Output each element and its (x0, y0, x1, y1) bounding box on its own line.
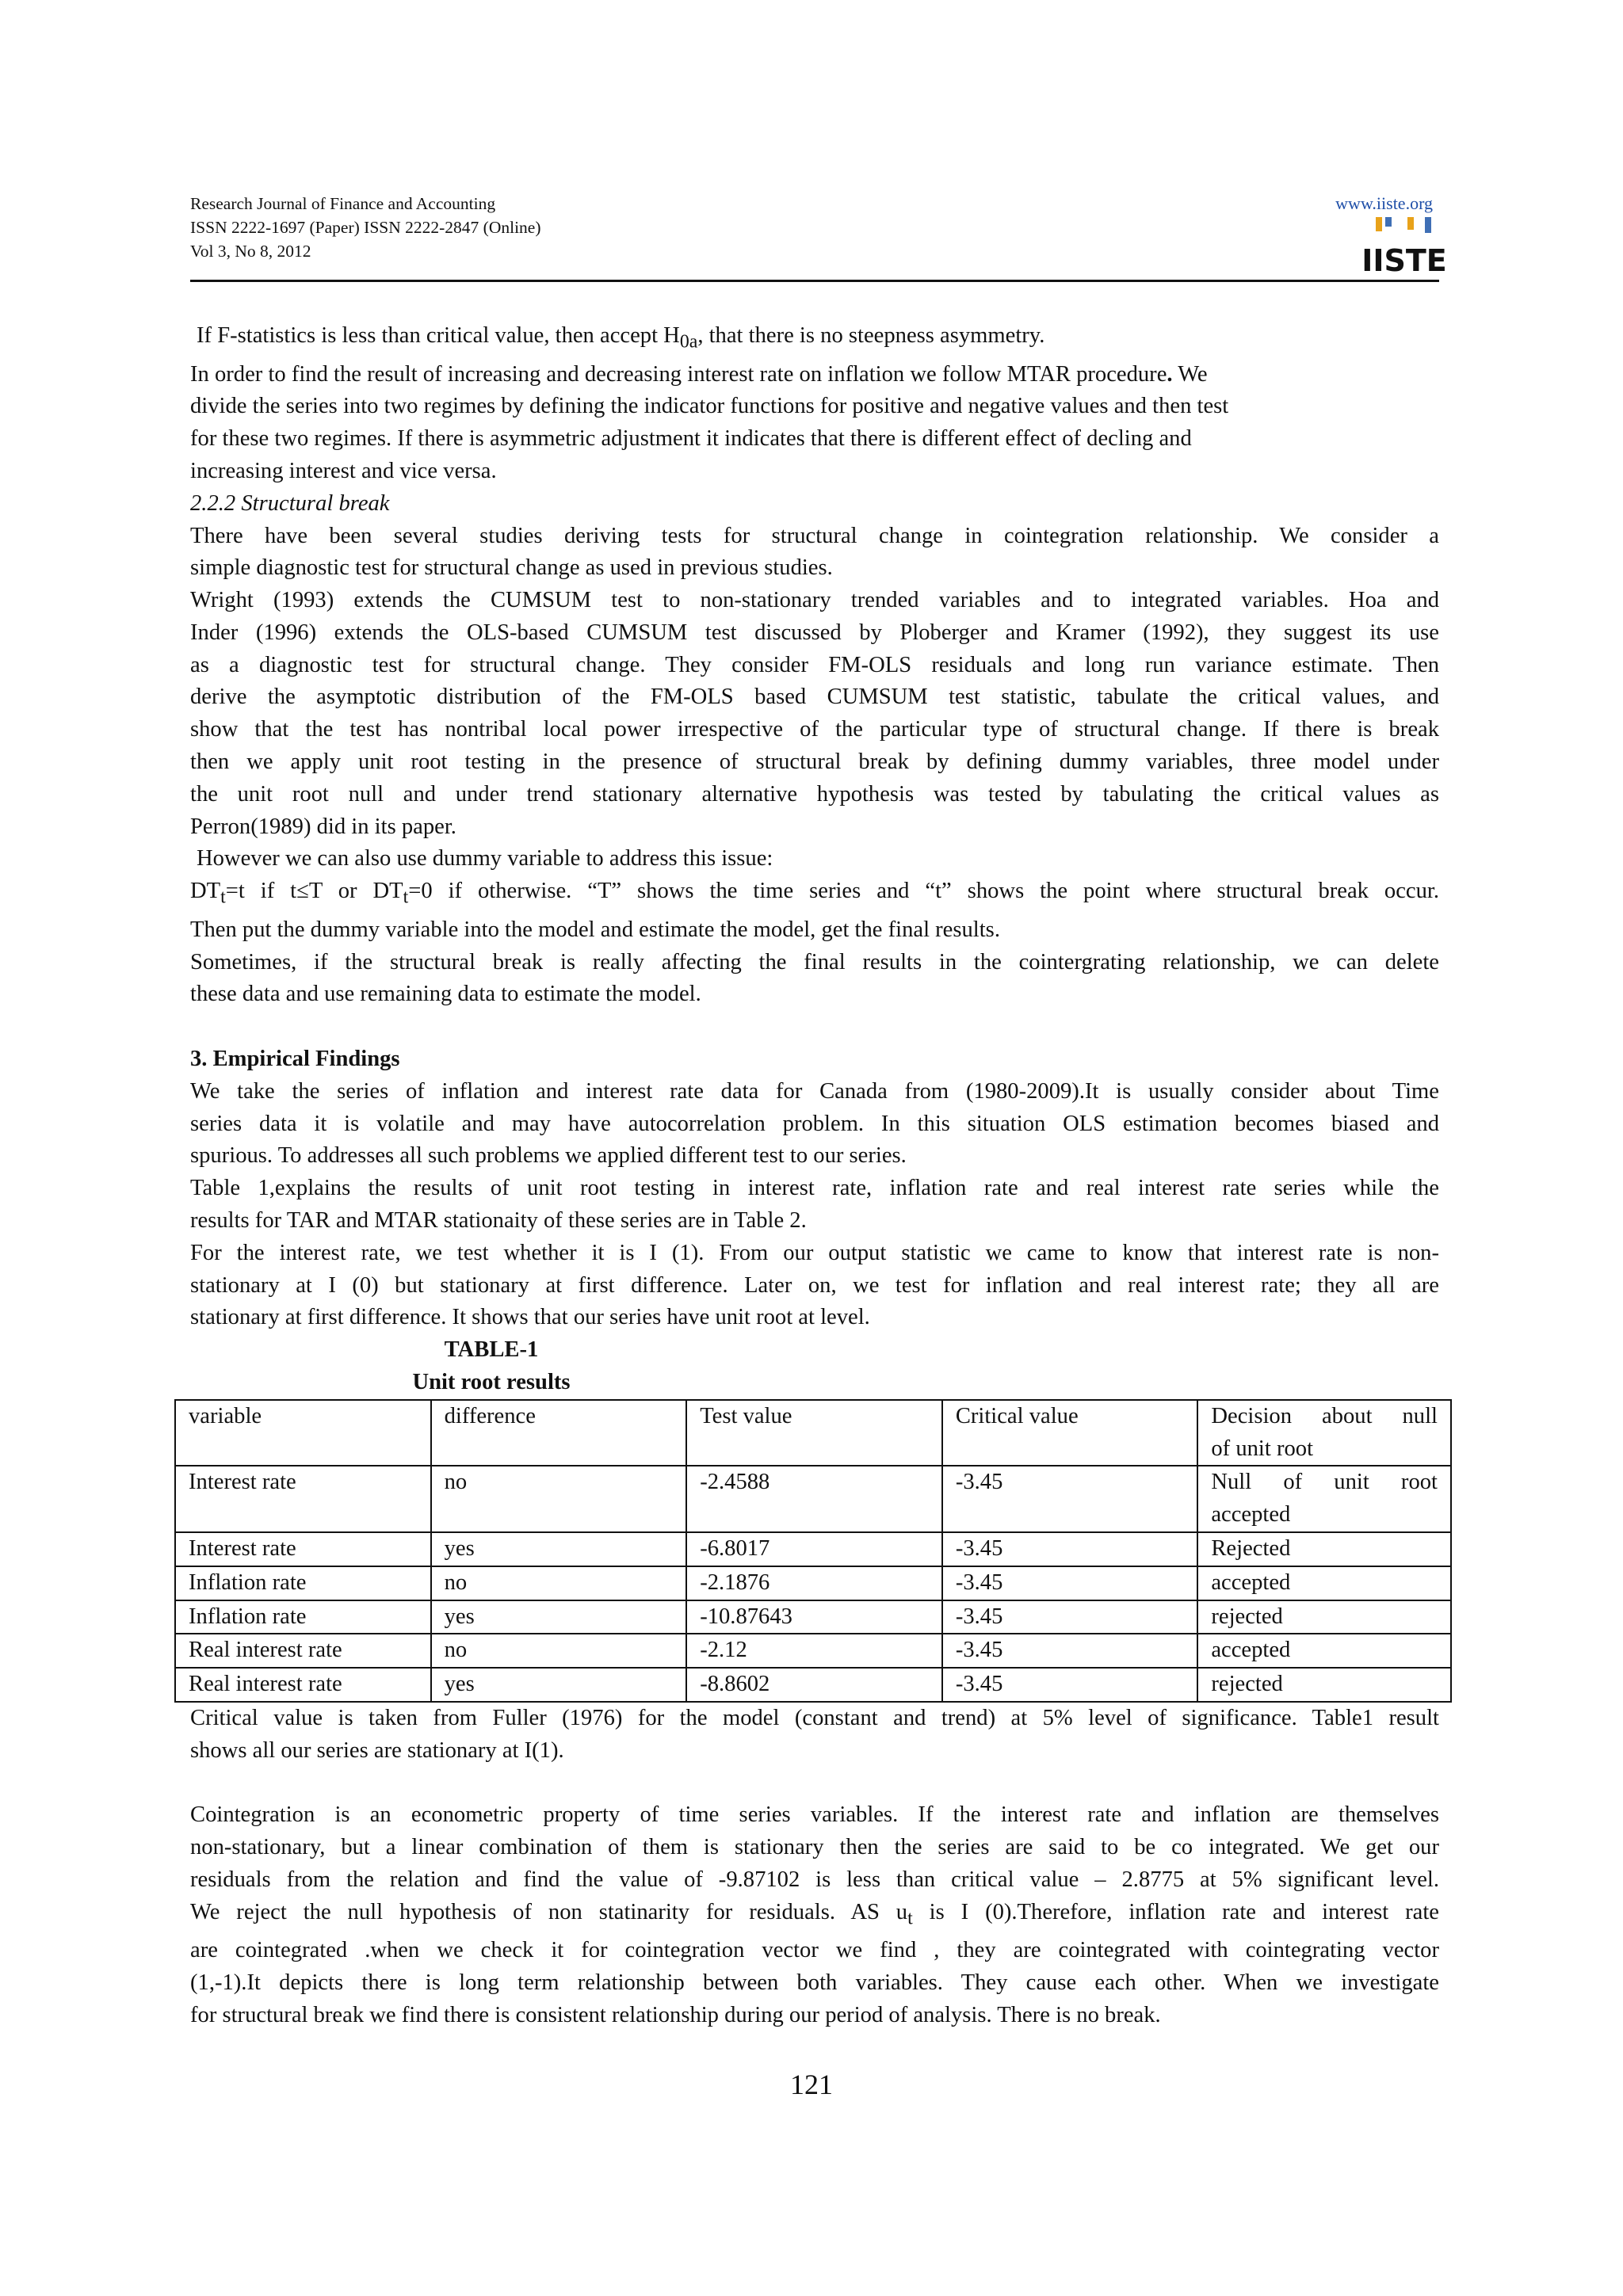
table-header-cell: Test value (686, 1400, 942, 1466)
table-cell: yes (431, 1532, 687, 1566)
table-cell: -6.8017 (686, 1532, 942, 1566)
journal-volume: Vol 3, No 8, 2012 (190, 242, 311, 261)
paragraph-dummy-variable: However we can also use dummy variable to address this issue: (197, 846, 773, 871)
table-row (175, 1668, 1451, 1702)
paragraph-table-intro: Table 1,explains the results of unit root testing in interest rate, inflation rate and real interest rate series while the results for TAR and MTAR stationaity of these series are in Table 2. (190, 1176, 1439, 1233)
table-cell: -8.8602 (686, 1668, 942, 1702)
table-cell: Rejected (1197, 1532, 1451, 1566)
table-header-cell: Decision about null of unit root (1197, 1400, 1451, 1466)
paragraph-cumsum: Wright (1993) extends the CUMSUM test to non-stationary trended variables and to integrated variables. Hoa and Inder (1996) extends the OLS-based CUMSUM test discussed by Ploberger and Kramer (1992), they suggest its use as a diagnostic test for structural change. They consider FM-OLS residuals and long run variance estimate. Then derive the asymptotic distribution of the FM-OLS based CUMSUM test statistic, tabulate the critical values, and show that the test has nontribal local power irrespective of the particular type of structural change. If there is break then we apply unit root testing in the presence of structural break by defining dummy variables, three model under the unit root null and under trend stationary alternative hypothesis was tested by tabulating the critical values as Perron(1989) did in its paper. (190, 588, 1439, 839)
table-header-cell: variable (175, 1400, 431, 1466)
table-cell: no (431, 1566, 687, 1600)
table-cell: -3.45 (942, 1600, 1198, 1634)
table-header-cell: Critical value (942, 1400, 1198, 1466)
table-header-row (175, 1400, 1451, 1466)
logo-text: IISTE (1361, 243, 1447, 278)
table-cell: -3.45 (942, 1668, 1198, 1702)
table-cell: -2.1876 (686, 1566, 942, 1600)
table-cell: yes (431, 1668, 687, 1702)
table-cell: accepted (1197, 1634, 1451, 1668)
unit-root-results-table (174, 1399, 1452, 1703)
table-row (175, 1600, 1451, 1634)
section-heading-structural-break: 2.2.2 Structural break (190, 490, 390, 516)
header-divider (190, 280, 1439, 282)
page-number: 121 (790, 2069, 833, 2100)
page-body (190, 320, 1439, 2032)
paragraph-critical-value-note: Critical value is taken from Fuller (1976) for the model (constant and trend) at 5% level of significance. Table1 result shows all our series are stationary at I(1). (190, 1705, 1439, 1763)
table-cell: accepted (1197, 1566, 1451, 1600)
table-row (175, 1634, 1451, 1668)
table-cell: -3.45 (942, 1634, 1198, 1668)
journal-url-link[interactable]: www.iiste.org (1335, 193, 1433, 213)
table-cell: Inflation rate (175, 1566, 431, 1600)
paragraph-delete-data: Sometimes, if the structural break is really affecting the final results in the cointergrating relationship, we can delete these data and use remaining data to estimate the model. (190, 949, 1439, 1007)
table-cell: -3.45 (942, 1466, 1198, 1532)
iiste-logo-icon (1361, 215, 1447, 279)
table-cell: Real interest rate (175, 1634, 431, 1668)
paragraph-structural-change: There have been several studies deriving tests for structural change in cointegration relationship. We consider a simple diagnostic test for structural change as used in previous studies. (190, 523, 1439, 581)
table-cell: -2.4588 (686, 1466, 942, 1532)
table-header-cell: difference (431, 1400, 687, 1466)
table-cell: no (431, 1466, 687, 1532)
table-cell: -3.45 (942, 1532, 1198, 1566)
table-cell: Interest rate (175, 1532, 431, 1566)
table-cell: rejected (1197, 1600, 1451, 1634)
paragraph-data-description: We take the series of inflation and interest rate data for Canada from (1980-2009).It is usually consider about Time series data it is volatile and may have autocorrelation problem. In this situation OLS estimation becomes biased and spurious. To addresses all such problems we applied different test to our series. (190, 1078, 1439, 1169)
paragraph-mtar: In order to find the result of increasing and decreasing interest rate on inflation we follow MTAR procedure. We divide the series into two regimes by defining the indicator functions for positive and negative values and then test for these two regimes. If there is asymmetric adjustment it indicates that there is different effect of decling and increasing interest and vice versa. (190, 361, 1229, 483)
journal-info (190, 192, 541, 263)
page-header (190, 192, 1447, 280)
table-row (175, 1566, 1451, 1600)
table-cell: Interest rate (175, 1466, 431, 1532)
table-cell: Inflation rate (175, 1600, 431, 1634)
section-heading-empirical-findings: 3. Empirical Findings (190, 1046, 400, 1071)
table-cell: yes (431, 1600, 687, 1634)
journal-issn: ISSN 2222-1697 (Paper) ISSN 2222-2847 (Online) (190, 218, 541, 237)
table-cell: -2.12 (686, 1634, 942, 1668)
table-cell: no (431, 1634, 687, 1668)
paragraph-cointegration: Cointegration is an econometric property of time series variables. If the interest rate and inflation are themselves non-stationary, but a linear combination of them is stationary then the series are said to be co integrated. We get our residuals from the relation and find the value of -9.87102 is less than critical value – 2.8775 at 5% significant level. We reject the null hypothesis of non statinarity for residuals. AS $u_t$ is I (0).Therefore, inflation rate and interest rate are cointegrated .when we check it for cointegration vector we find , they are cointegrated with cointegrating vector (1,-1).It depicts there is long term relationship between both variables. They cause each other. When we investigate for structural break we find there is consistent relationship during our period of analysis. There is no break. (190, 1802, 1439, 2027)
table-cell: -10.87643 (686, 1600, 942, 1634)
paragraph-f-statistics: If F-statistics is less than critical value, then accept $H_{0a}$, that there is no steepness asymmetry. (197, 323, 1045, 353)
table-cell: -3.45 (942, 1566, 1198, 1600)
table-row (175, 1532, 1451, 1566)
table-subtitle: Unit root results (412, 1369, 571, 1394)
paragraph-dummy-definition: $DT_t=t$ if t≤T or $DT_t=0$ if otherwise. “T” shows the time series and “t” shows the point where structural break occur. Then put the dummy variable into the model and estimate the model, get the final results. (190, 879, 1439, 942)
journal-title: Research Journal of Finance and Accounting (190, 194, 496, 213)
table-cell: Null of unit root accepted (1197, 1466, 1451, 1532)
table-title: TABLE-1 (444, 1337, 539, 1363)
table-cell: rejected (1197, 1668, 1451, 1702)
paragraph-interest-rate-test: For the interest rate, we test whether it is I (1). From our output statistic we came to know that interest rate is non- stationary at I (0) but stationary at first difference. Later on, we test for inflation and real interest rate; they all are stationary at first difference. It shows that our series have unit root at level. (190, 1240, 1439, 1330)
table-cell: Real interest rate (175, 1668, 431, 1702)
table-row (175, 1466, 1451, 1532)
